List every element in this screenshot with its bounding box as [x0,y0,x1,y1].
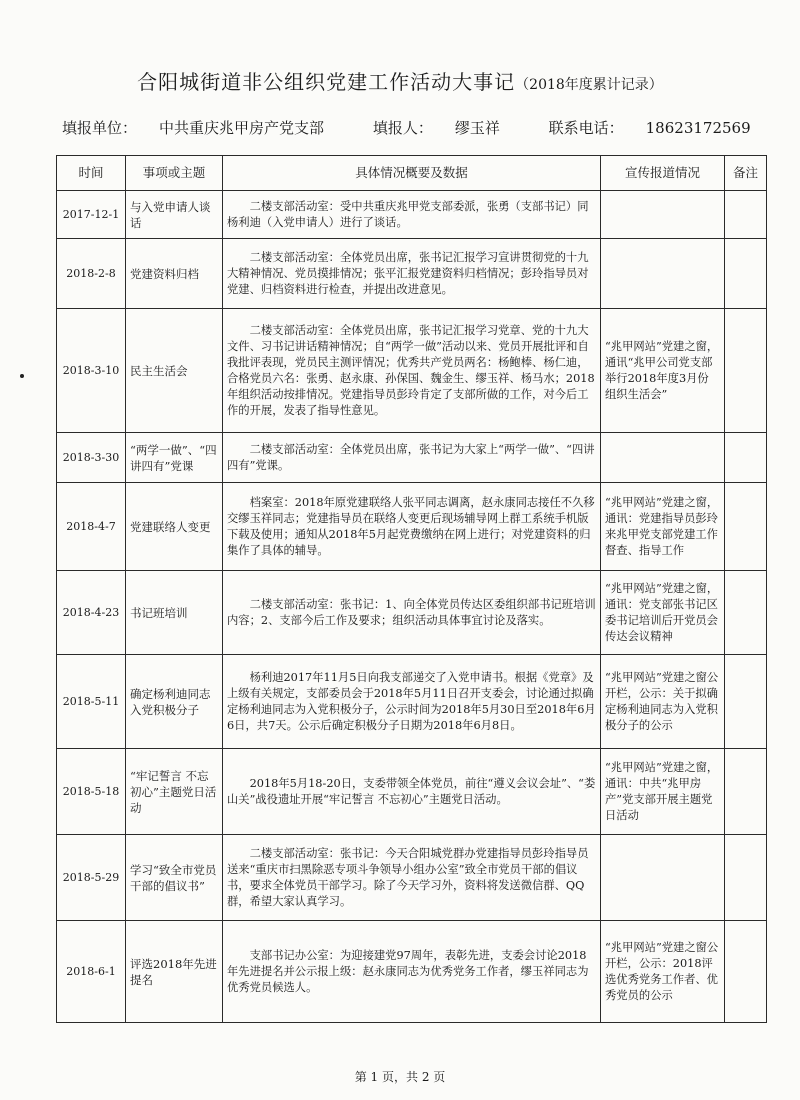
events-table [56,155,767,1023]
row-topic: 党建联络人变更 [126,483,223,571]
title-main: 合阳城街道非公组织党建工作活动大事记 [137,70,516,94]
unit-value: 中共重庆兆甲房产党支部 [159,119,325,137]
unit-field [62,119,346,137]
table-row [57,239,767,309]
row-time: 2018-5-18 [57,749,126,835]
table-row [57,749,767,835]
row-time: 2017-12-1 [57,191,126,239]
row-detail: 二楼支部活动室：张书记：今天合阳城党群办党建指导员彭玲指导员送来“重庆市扫黑除恶专项斗争领导小组办公室”致全市党员干部的倡议书，要求全体党员干部学习。除了今天学习外，资料将发送微信群、QQ群，希望大家认真学习。 [223,835,601,921]
row-detail: 档案室：2018年原党建联络人张平同志调离，赵永康同志接任不久移交缪玉祥同志；党建指导员在联络人变更后现场辅导网上群工系统手机版下载及使用；通知从2018年5月起党费缴纳在网上进行；对党建资料的归集作了具体的辅导。 [223,483,601,571]
table-row [57,309,767,433]
row-note [725,433,767,483]
row-report [601,239,725,309]
row-detail: 杨利迪2017年11月5日向我支部递交了入党申请书。根据《党章》及上级有关规定，支部委员会于2018年5月11日召开支委会，讨论通过拟确定杨利迪同志为入党积极分子，公示时间为2018年5月30日至2018年6月6日，共7天。公示后确定积极分子日期为2018年6月8日。 [223,655,601,749]
phone-field [549,119,773,137]
row-topic: “牢记誓言 不忘初心”主题党日活动 [126,749,223,835]
row-detail: 2018年5月18-20日，支委带领全体党员，前往“遵义会议会址”、“娄山关”战役遗址开展“牢记誓言 不忘初心”主题党日活动。 [223,749,601,835]
table-row [57,191,767,239]
row-note [725,571,767,655]
row-report: “兆甲网站”党建之窗，通讯：党建指导员彭玲来兆甲党支部党建工作督查、指导工作 [601,483,725,571]
row-note [725,921,767,1023]
row-time: 2018-4-7 [57,483,126,571]
table-row [57,571,767,655]
row-note [725,835,767,921]
phone-value: 18623172569 [645,119,751,137]
row-detail: 二楼支部活动室：张书记：1、向全体党员传达区委组织部书记班培训内容；2、支部今后工作及要求；组织活动具体事宜讨论及落实。 [223,571,601,655]
table-row [57,433,767,483]
row-topic: 书记班培训 [126,571,223,655]
row-topic: 民主生活会 [126,309,223,433]
row-note [725,749,767,835]
row-note [725,655,767,749]
row-report [601,433,725,483]
row-topic: 学习“致全市党员干部的倡议书” [126,835,223,921]
document-title [0,66,800,95]
page-footer: 第 1 页，共 2 页 [354,1070,446,1084]
unit-label: 填报单位： [62,119,138,137]
row-detail: 二楼支部活动室：全体党员出席，张书记为大家上“两学一做”、“四讲四有”党课。 [223,433,601,483]
table-row [57,835,767,921]
phone-label: 联系电话： [548,119,624,137]
row-report: “兆甲网站”党建之窗公开栏，公示：关于拟确定杨利迪同志为入党积极分子的公示 [601,655,725,749]
table-row [57,921,767,1023]
scan-dot [20,374,24,378]
row-time: 2018-3-10 [57,309,126,433]
table-row [57,483,767,571]
row-topic: 确定杨利迪同志入党积极分子 [126,655,223,749]
row-report [601,191,725,239]
title-sub: （2018年度累计记录） [515,77,663,93]
row-topic: “两学一做”、“四讲四有”党课 [126,433,223,483]
row-report: “兆甲网站”党建之窗公开栏，公示：2018评选优秀党务工作者、优秀党员的公示 [601,921,725,1023]
reporter-info [62,117,762,138]
header-time: 时间 [57,156,126,191]
row-note [725,309,767,433]
row-time: 2018-2-8 [57,239,126,309]
row-topic: 评选2018年先进提名 [126,921,223,1023]
header-note: 备注 [725,156,767,191]
row-note [725,191,767,239]
row-report: “兆甲网站”党建之窗，通讯：党支部张书记区委书记培训后开党员会传达会议精神 [601,571,725,655]
header-report: 宣传报道情况 [601,156,725,191]
person-field [373,119,522,137]
row-note [725,483,767,571]
header-detail: 具体情况概要及数据 [223,156,601,191]
row-note [725,239,767,309]
row-detail: 二楼支部活动室：受中共重庆兆甲党支部委派，张勇（支部书记）同杨利迪（入党申请人）进行了谈话。 [223,191,601,239]
header-topic: 事项或主题 [126,156,223,191]
person-label: 填报人： [372,119,433,137]
row-time: 2018-5-29 [57,835,126,921]
row-detail: 二楼支部活动室：全体党员出席，张书记汇报学习宣讲贯彻党的十九大精神情况、党员摸排情况；张平汇报党建资料归档情况；彭玲指导员对党建、归档资料进行检查，并提出改进意见。 [223,239,601,309]
row-report: “兆甲网站”党建之窗，通讯：中共“兆甲房产”党支部开展主题党日活动 [601,749,725,835]
row-report [601,835,725,921]
row-detail: 支部书记办公室：为迎接建党97周年，表彰先进，支委会讨论2018年先进提名并公示报上级：赵永康同志为优秀党务工作者，缪玉祥同志为优秀党员候选人。 [223,921,601,1023]
person-value: 缪玉祥 [454,119,500,137]
row-time: 2018-4-23 [57,571,126,655]
table-header-row [57,156,767,191]
row-time: 2018-6-1 [57,921,126,1023]
row-topic: 与入党申请人谈话 [126,191,223,239]
row-topic: 党建资料归档 [126,239,223,309]
row-report: “兆甲网站”党建之窗，通讯“兆甲公司党支部举行2018年度3月份组织生活会” [601,309,725,433]
row-detail: 二楼支部活动室：全体党员出席，张书记汇报学习党章、党的十九大文件、习书记讲话精神情况；自“两学一做”活动以来、党员开展批评和自我批评表现，党员民主测评情况；优秀共产党员两名：杨鲍棒、杨仁迪，合格党员六名：张勇、赵永康、孙保国、魏金生、缪玉祥、杨马水；2018年组织活动按排情况。党建指导员彭玲肯定了支部所做的工作，对今后工作的开展，发表了指导性意见。 [223,309,601,433]
row-time: 2018-5-11 [57,655,126,749]
row-time: 2018-3-30 [57,433,126,483]
table-row [57,655,767,749]
